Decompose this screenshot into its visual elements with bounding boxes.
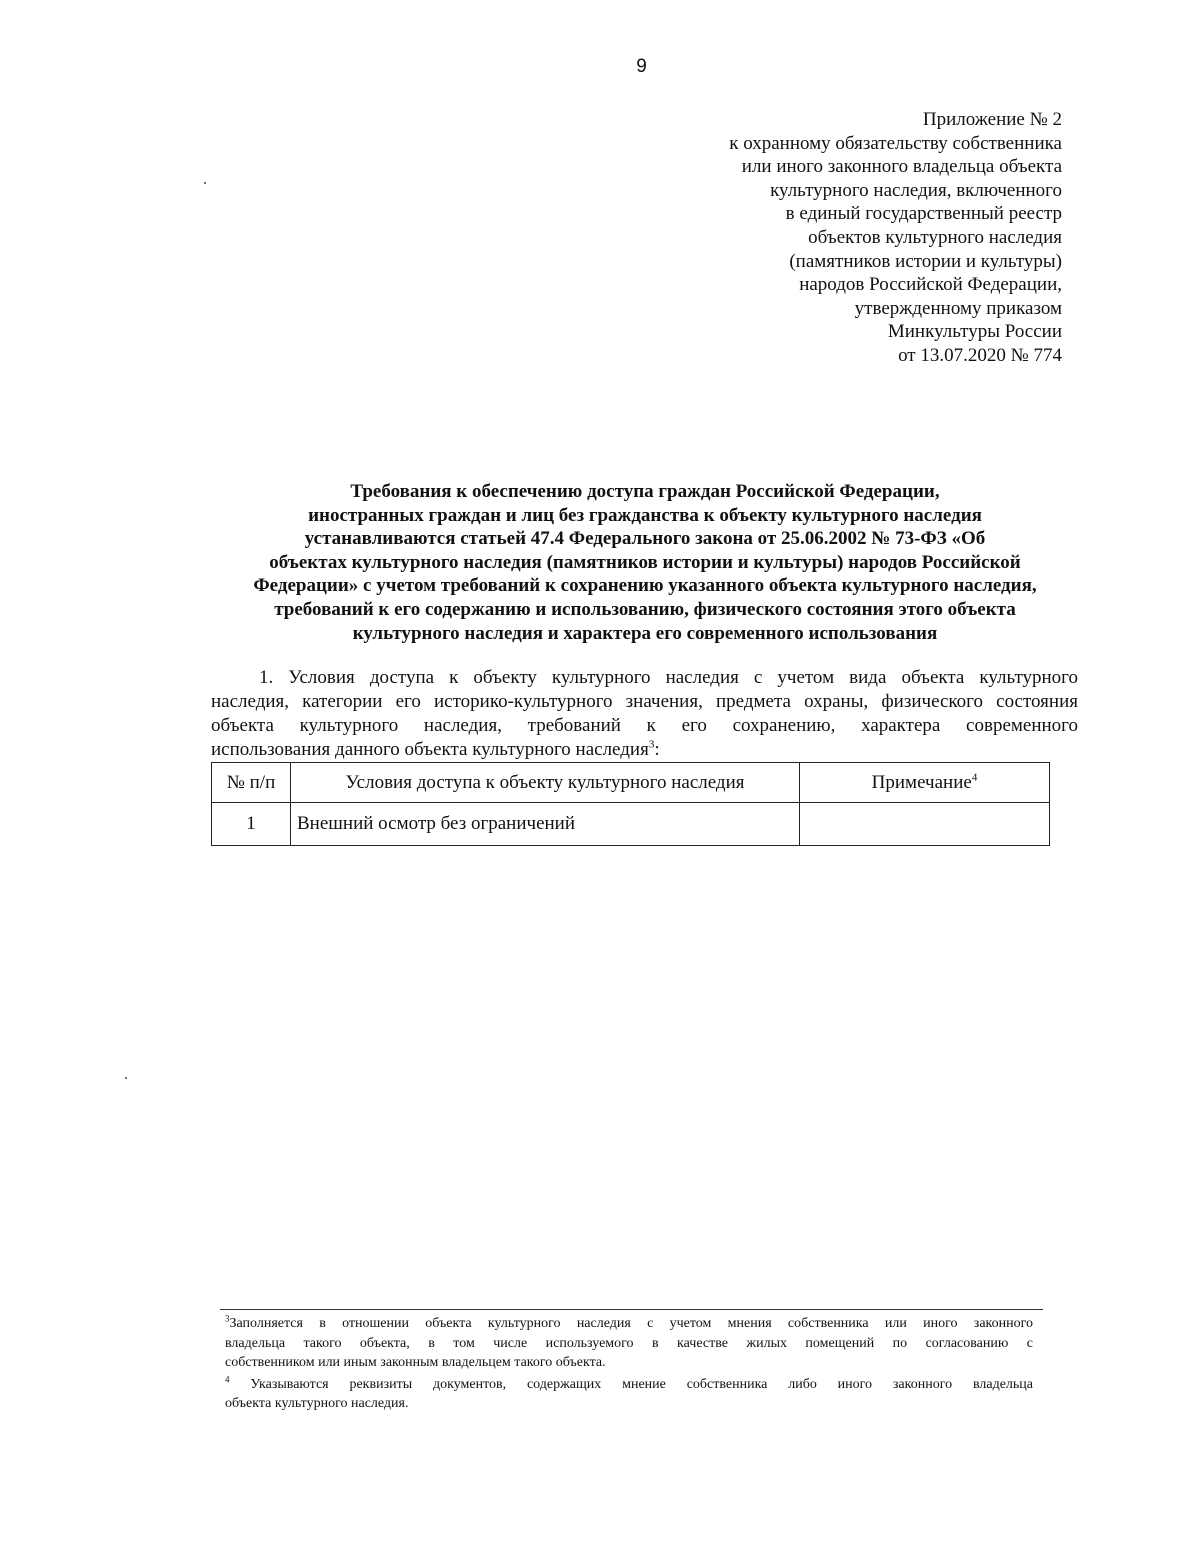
title-line: иностранных граждан и лиц без гражданства к объекту культурного наследия — [308, 504, 982, 526]
footnote-line — [225, 1314, 1033, 1334]
footnote-separator — [220, 1309, 1043, 1310]
footnote-line: собственником или иным законным владельцем такого объекта. — [225, 1355, 606, 1370]
header-conditions: Условия доступа к объекту культурного наследия — [291, 763, 800, 803]
paragraph-colon: : — [654, 739, 660, 760]
row-note — [800, 803, 1050, 846]
access-conditions-table — [211, 762, 1050, 846]
appendix-line: культурного наследия, включенного — [770, 179, 1062, 201]
appendix-line: народов Российской Федерации, — [799, 274, 1062, 296]
paragraph-line: наследия, категории его историко-культурного значения, предмета охраны, физического состояния — [211, 691, 1078, 712]
paragraph-line: 1. Условия доступа к объекту культурного наследия с учетом вида объекта культурного — [259, 667, 1078, 688]
document-title — [205, 480, 1085, 645]
appendix-line: к охранному обязательству собственника — [729, 132, 1062, 154]
footnote-line — [225, 1375, 1033, 1395]
table-row — [212, 803, 1050, 846]
row-num: 1 — [212, 803, 291, 846]
row-conditions: Внешний осмотр без ограничений — [291, 803, 800, 846]
footnotes — [225, 1314, 1033, 1414]
header-note — [800, 763, 1050, 803]
scan-speck — [204, 182, 206, 184]
title-line: требований к его содержанию и использованию, физического состояния этого объекта — [274, 598, 1016, 620]
appendix-line: в единый государственный реестр — [785, 203, 1062, 225]
footnote-3 — [225, 1314, 1033, 1373]
title-line: Федерации» с учетом требований к сохранению указанного объекта культурного наследия, — [253, 575, 1037, 597]
footnote-mark-3: 3 — [225, 1313, 230, 1324]
footnote-ref-4[interactable]: 4 — [971, 771, 978, 784]
footnote-line: владельца такого объекта, в том числе используемого в качестве жилых помещений по согласованию с — [225, 1335, 1033, 1351]
paragraph-line: объекта культурного наследия, требований к его сохранению, характера современного — [211, 715, 1078, 736]
footnote-line-text: Указываются реквизиты документов, содержащих мнение собственника либо иного законного владельца — [229, 1376, 1033, 1392]
footnote-ref-3[interactable]: 3 — [648, 738, 655, 751]
footnote-4 — [225, 1375, 1033, 1414]
footnote-mark-4: 4 — [225, 1373, 230, 1384]
title-line: культурного наследия и характера его современного использования — [352, 622, 938, 644]
paragraph-last-line — [211, 738, 1078, 762]
appendix-line: объектов культурного наследия — [808, 226, 1062, 248]
header-note-label: Примечание — [871, 771, 972, 793]
paragraph-line-text: использования данного объекта культурного наследия — [211, 739, 649, 760]
appendix-line: (памятников истории и культуры) — [789, 250, 1062, 272]
appendix-header — [542, 108, 1062, 368]
appendix-line: Приложение № 2 — [922, 109, 1062, 130]
scan-speck — [125, 1077, 127, 1079]
footnote-line-text: Заполняется в отношении объекта культурного наследия с учетом мнения собственника или иного законного — [229, 1316, 1033, 1331]
title-line: Требования к обеспечению доступа граждан Российской Федерации, — [350, 481, 940, 502]
appendix-line: от 13.07.2020 № 774 — [898, 344, 1062, 366]
page-number: 9 — [636, 56, 647, 77]
appendix-line: Минкультуры России — [887, 321, 1062, 343]
appendix-line: или иного законного владельца объекта — [741, 156, 1062, 178]
footnote-line: объекта культурного наследия. — [225, 1396, 409, 1411]
table-header-row — [212, 763, 1050, 803]
header-num: № п/п — [212, 763, 291, 803]
title-line: объектах культурного наследия (памятников истории и культуры) народов Российской — [269, 551, 1021, 573]
appendix-line: утвержденному приказом — [854, 297, 1062, 319]
section-1-paragraph — [211, 666, 1078, 762]
title-line: устанавливаются статьей 47.4 Федерального закона от 25.06.2002 № 73-ФЗ «Об — [304, 528, 986, 550]
